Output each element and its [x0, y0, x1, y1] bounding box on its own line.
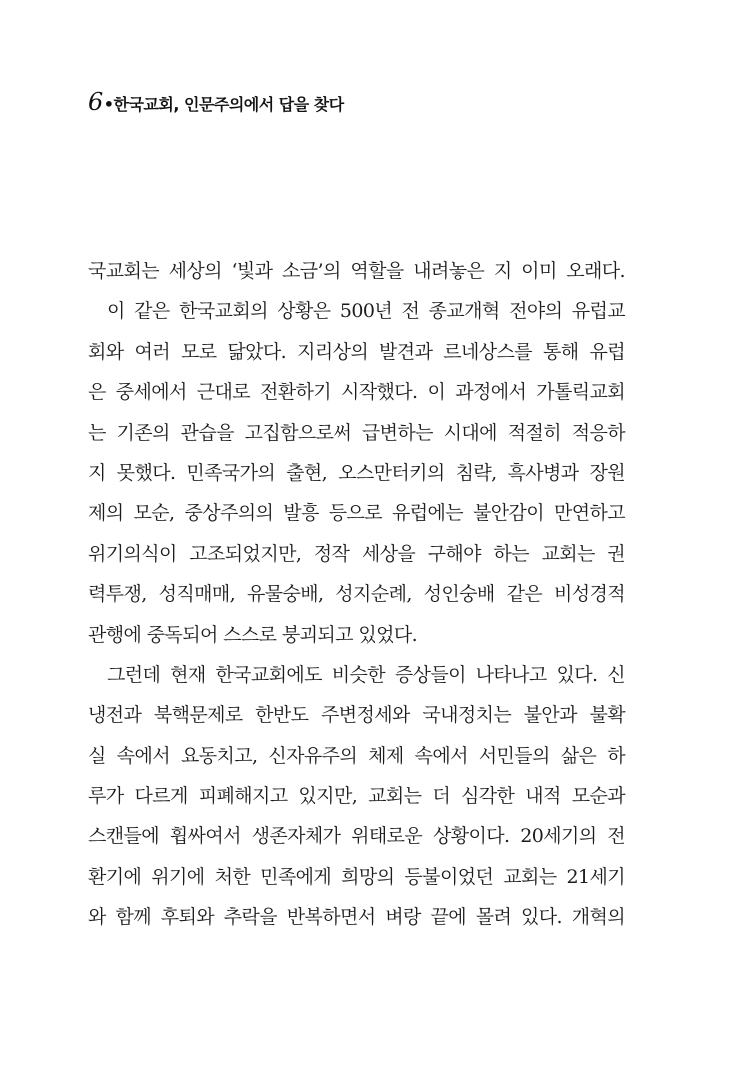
text-line: 관행에 중독되어 스스로 붕괴되고 있었다.: [88, 623, 418, 646]
text-line: 회와 여러 모로 닮았다. 지리상의 발견과 르네상스를 통해 유럽: [88, 340, 625, 363]
text-line: 환기에 위기에 처한 민족에게 희망의 등불이었던 교회는 21세기: [88, 865, 625, 888]
text-line: 와 함께 후퇴와 추락을 반복하면서 벼랑 끝에 몰려 있다. 개혁의: [88, 906, 625, 929]
page-number: 6: [88, 88, 103, 116]
text-line: 국교회는 세상의 ‘빛과 소금’의 역할을 내려놓은 지 이미 오래다.: [88, 260, 625, 282]
text-line: 실 속에서 요동치고, 신자유주의 체제 속에서 서민들의 삶은 하: [88, 744, 625, 767]
text-line: 은 중세에서 근대로 전환하기 시작했다. 이 과정에서 가톨릭교회: [88, 381, 625, 404]
text-line: 지 못했다. 민족국가의 출현, 오스만터키의 침략, 흑사병과 장원: [88, 461, 625, 484]
text-line: 루가 다르게 피폐해지고 있지만, 교회는 더 심각한 내적 모순과: [88, 785, 625, 808]
text-line: 는 기존의 관습을 고집함으로써 급변하는 시대에 적절히 적응하: [88, 421, 625, 444]
text-line: 이 같은 한국교회의 상황은 500년 전 종교개혁 전야의 유럽교: [107, 300, 625, 323]
header-separator: •: [103, 95, 114, 114]
text-line: 위기의식이 고조되었지만, 정작 세상을 구해야 하는 교회는 권: [88, 542, 625, 565]
chapter-title: 한국교회, 인문주의에서 답을 찾다: [113, 95, 344, 114]
text-line: 스캔들에 휩싸여서 생존자체가 위태로운 상황이다. 20세기의 전: [88, 825, 625, 848]
text-line: 제의 모순, 중상주의의 발흥 등으로 유럽에는 불안감이 만연하고: [88, 502, 625, 525]
text-line: 그런데 현재 한국교회에도 비슷한 증상들이 나타나고 있다. 신: [107, 663, 625, 686]
body-text: [88, 251, 625, 938]
text-line: 냉전과 북핵문제로 한반도 주변정세와 국내정치는 불안과 불확: [88, 704, 625, 727]
text-line: 력투쟁, 성직매매, 유물숭배, 성지순례, 성인숭배 같은 비성경적: [88, 583, 625, 606]
running-header: [88, 88, 344, 116]
